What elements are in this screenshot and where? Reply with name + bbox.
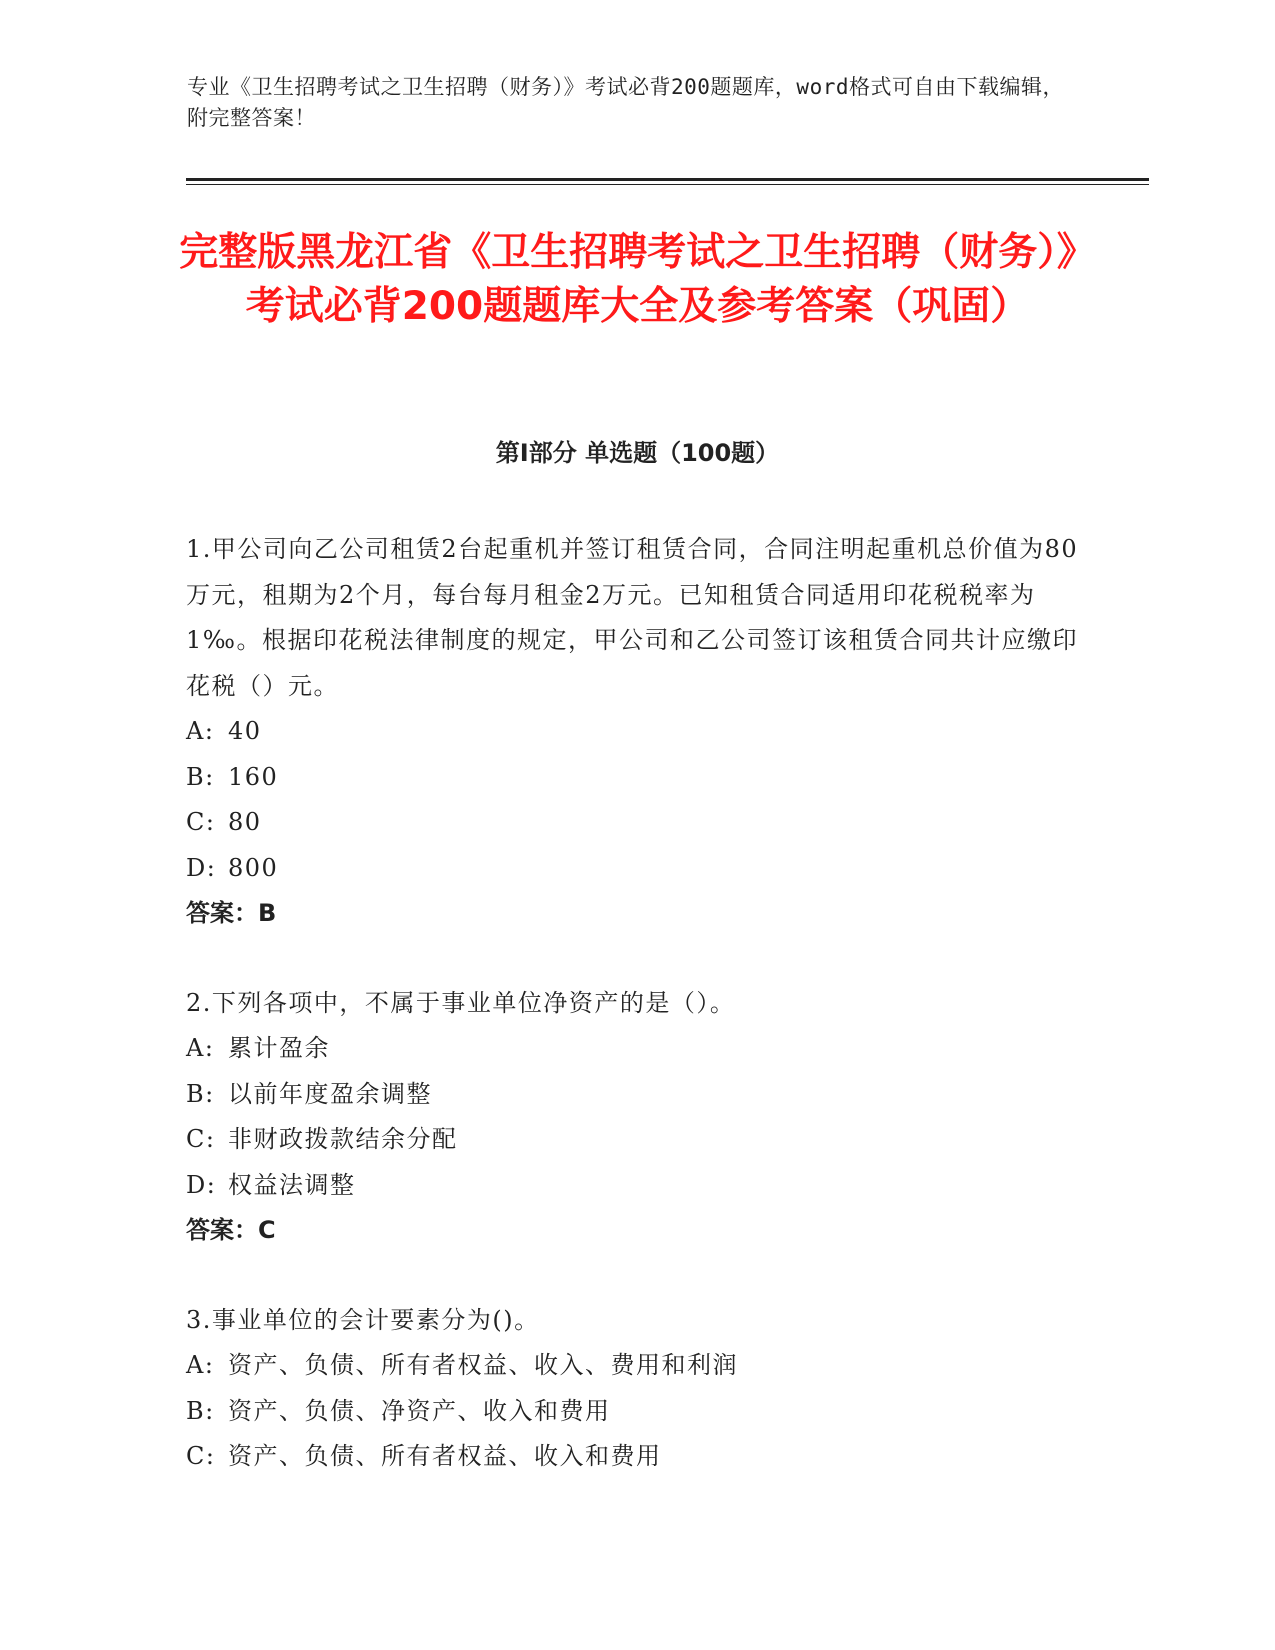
option-letter: C: (186, 1442, 216, 1470)
option-letter: A: (186, 1351, 215, 1379)
option-letter: B: (186, 1079, 215, 1108)
option-c (186, 800, 1086, 846)
option-letter: C: (186, 808, 216, 836)
option-c (186, 1434, 1086, 1480)
option-letter: B: (186, 1396, 215, 1425)
answer-line: 答案：C (186, 1216, 276, 1244)
option-text: 160 (228, 762, 279, 791)
option-text: 资产、负债、净资产、收入和费用 (228, 1396, 611, 1425)
option-letter: D: (186, 1170, 217, 1199)
question-1 (186, 527, 1086, 937)
question-2 (186, 981, 1086, 1254)
option-b (186, 1072, 1086, 1118)
option-a (186, 1026, 1086, 1072)
section-title: 第Ⅰ部分 单选题（100题） (495, 439, 780, 467)
option-text: 累计盈余 (228, 1034, 330, 1062)
question-3 (186, 1298, 1086, 1480)
option-a (186, 709, 1086, 755)
option-text: 权益法调整 (228, 1170, 356, 1199)
option-b (186, 755, 1086, 801)
question-stem: 3.事业单位的会计要素分为()。 (186, 1305, 540, 1334)
answer-line: 答案：B (186, 899, 277, 927)
question-stem: 2.下列各项中，不属于事业单位净资产的是（）。 (186, 988, 736, 1017)
header-rule-thick (186, 178, 1149, 181)
option-d (186, 1163, 1086, 1209)
option-letter: A: (186, 717, 215, 745)
option-text: 800 (228, 853, 279, 882)
document-title: 完整版黑龙江省《卫生招聘考试之卫生招聘（财务）》考试必背200题题库大全及参考答案（巩固） (179, 230, 1096, 329)
option-letter: B: (186, 762, 215, 791)
option-letter: C: (186, 1125, 216, 1153)
option-a (186, 1343, 1086, 1389)
option-text: 资产、负债、所有者权益、收入、费用和利润 (228, 1351, 738, 1379)
option-c (186, 1117, 1086, 1163)
question-list (186, 527, 1086, 1524)
option-b (186, 1389, 1086, 1435)
option-letter: A: (186, 1034, 215, 1062)
question-stem: 1.甲公司向乙公司租赁2台起重机并签订租赁合同，合同注明起重机总价值为80万元，租期为2个月，每台每月租金2万元。已知租赁合同适用印花税税率为1‰。根据印花税法律制度的规定，甲公司和乙公司签订该租赁合同共计应缴印花税（）元。 (186, 535, 1079, 700)
option-text: 40 (228, 717, 262, 745)
header-rule-thin (186, 184, 1149, 185)
option-text: 以前年度盈余调整 (228, 1079, 432, 1108)
option-d (186, 846, 1086, 892)
option-text: 80 (228, 808, 262, 836)
header-note: 专业《卫生招聘考试之卫生招聘（财务）》考试必背200题题库，word格式可自由下载编辑，附完整答案！ (187, 75, 1064, 130)
option-letter: D: (186, 853, 217, 882)
option-text: 资产、负债、所有者权益、收入和费用 (228, 1442, 662, 1470)
option-text: 非财政拨款结余分配 (228, 1125, 458, 1153)
